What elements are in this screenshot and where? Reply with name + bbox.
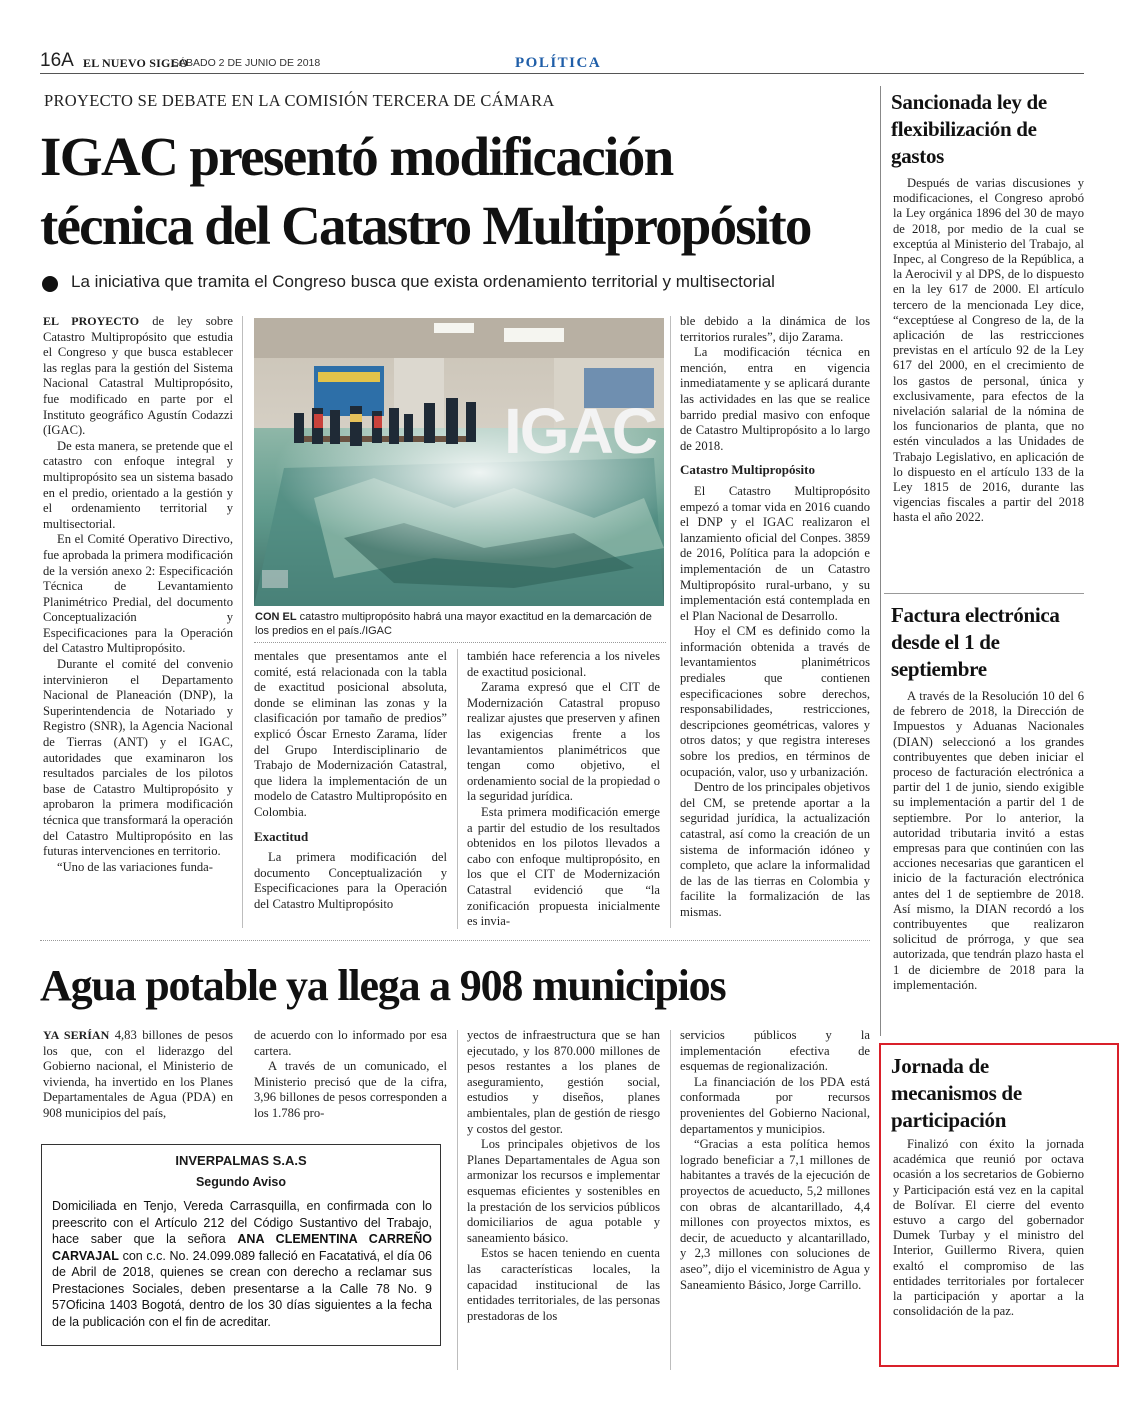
main-col-4 [680, 314, 870, 921]
paragraph: “Gracias a esta política hemos logrado beneficiar a 7,1 millones de habitantes a través de la ejecución de proyectos de acueducto, 5,2 millones con obras de alcantarillado, 4,4 millones con proyectos mixtos, es decir, de acueducto y alcantarillado, y 2,3 millones con soluciones de aseo”, dijo el viceministro de Agua y Saneamiento Básico, Jorge Carrillo. [680, 1137, 870, 1292]
sidebar-title-1: Sancionada ley de flexibilización de gastos [891, 90, 1047, 168]
paragraph: ble debido a la dinámica de los territorios rurales”, dijo Zarama. [680, 314, 870, 344]
paragraph: Después de varias discusiones y modificaciones, el Congreso aprobó la Ley orgánica 1896 del 30 de mayo de 2018, por medio de la cual se exceptúa al Ministerio del Trabajo, al Inpec, al Congreso de la República, a la Aerocivil y al DPS, de lo dispuesto en la ley 617 de 2000. El artículo tercero de la mencionada Ley dice, “exceptúese al Congreso de la, de la aplicación de las restricciones previstas en el artículo 92 de la Ley 617 del 2000, en el crecimiento de los gastos de personal, única y exclusivamente, para efectos de la nivelación salarial de la nómina de los funcionarios de planta, que no estén vinculados a las Unidades de Trabajo Legislativo, en aplicación de lo dispuesto en el artículo 133 de la Ley 1815 de 2016, durante las vigencias fiscales a partir del 2018 hasta el año 2022. [893, 176, 1084, 525]
subtitle: La iniciativa que tramita el Congreso busca que exista ordenamiento territorial y multisectorial [71, 272, 775, 291]
headline-line-2: técnica del Catastro Multipropósito [40, 195, 811, 256]
paragraph: Durante el comité del convenio intervinieron el Departamento Nacional de Planeación (DNP), la Superintendencia de Notariado y Registro (SNR), la Agencia Nacional de Tierras (ANT) y el IGAC, autoridades que examinaron los resultados parciales de los pilotos base de Catastro Multipropósito y aprobaron la primera modificación técnica que transformará la operación del Catastro Multipropósito en las futuras intervenciones en territorio. [43, 657, 233, 859]
notice-text: con c.c. No. 24.099.089 falleció en Facatativá, el día 06 de Abril de 2018, quienes se crean con derecho a reclamar sus Prestaciones Sociales, deben presentarse a la Calle 78 No. 9 57Oficina 1403 Bogotá, dentro de los 30 días siguientes a la fecha de la publicación con el fin de acreditar. [52, 1248, 432, 1329]
paragraph: yectos de infraestructura que se han ejecutado, y los 870.000 millones de pesos restantes a los planes de aseguramiento, gestión social, estudios y diseños, planes ambientales, plan de gestión de riesgo y costos del gestor. [467, 1028, 660, 1136]
paragraph: A través de la Resolución 10 del 6 de febrero de 2018, la Dirección de Impuestos y Aduanas Nacionales (DIAN) seleccionó a los grandes contribuyentes que deben iniciar el proceso de facturación electrónica a partir del 1 de junio, siendo exigible su implementación a partir del 1 de septiembre. Por lo anterior, la autoridad tributaria invitó a estas empresas para que continúen con las acciones necesarias que garanticen el inicio de la facturación electrónica antes del 1 de septiembre de 2018. Así mismo, la DIAN recordó a los contribuyentes que realizaron solicitud de prórroga, y que sea autorizada, que tendrán plazo hasta el 1 de diciembre de 2018 para la implementación. [893, 689, 1084, 992]
sidebar-body-1 [893, 176, 1084, 526]
paragraph: Finalizó con éxito la jornada académica que reunió por octava ocasión a los secretarios de Gobierno y Participación está vez en la capital de Bolívar. El cierre del evento estuvo a cargo del gobernador Dumek Turbay y el ministro del Interior, Guillermo Rivera, quien exaltó el compromiso de las entidades territoriales por fortalecer la participación y aportar a la consolidación de la paz. [893, 1137, 1084, 1319]
water-headline: Agua potable ya llega a 908 municipios [40, 961, 726, 1010]
issue-date: SÁBADO 2 DE JUNIO DE 2018 [172, 57, 321, 69]
notice-subtitle: Segundo Aviso [195, 1175, 287, 1189]
notice-name: ANA CLEMENTINA CARREÑO CARVAJAL [52, 1232, 432, 1263]
paragraph: “Uno de las variaciones funda- [57, 859, 213, 874]
column-rule [670, 316, 671, 928]
paragraph: mentales que presentamos ante el comité, está relacionada con la tabla de exactitud posicional absoluta, donde se eliminan las zonas y la clasificación por tamaño de predios” explicó Óscar Ernesto Zarama, líder del Grupo Interdisciplinario de Trabajo de Modernización Catastral, que lidera la implementación de un modelo de Catastro Multipropósito en Colombia. [254, 649, 447, 819]
column-rule [670, 1030, 671, 1370]
notice-text: Domiciliada en Tenjo, Vereda Carrasquilla, en confirmada con lo preescrito con el Artículo 212 del Código Sustantivo del Trabajo, hace saber que la señora [52, 1199, 432, 1246]
photo-caption [255, 610, 665, 638]
paragraph: de ley sobre Catastro Multipropósito que estudia el Congreso y que busca establecer las reglas para la gestión del Sistema Nacional Catastral Multipropósito, fue modificado en parte por el Instituto geográfico Agustín Codazzi (IGAC). [43, 314, 233, 438]
paragraph: de acuerdo con lo informado por esa cartera. [254, 1028, 447, 1058]
paragraph: también hace referencia a los niveles de exactitud posicional. [467, 649, 660, 679]
caption-text: catastro multipropósito habrá una mayor exactitud en la demarcación de los predios en el país./IGAC [255, 611, 652, 637]
lead-in: YA SERÍAN [43, 1028, 110, 1042]
paragraph: En el Comité Operativo Directivo, fue aprobada la primera modificación de la versión anexo 2: Especificación Técnica de Levantamiento Planimétrico Predial, del documento Conceptualización y Especificaciones para la Operación del Catastro Multipropósito. [43, 532, 233, 656]
column-rule [457, 649, 458, 929]
sidebar-title-3: Jornada de mecanismos de participación [891, 1054, 1022, 1132]
water-col-4 [680, 1028, 870, 1293]
section-label: POLÍTICA [515, 55, 602, 71]
sidebar-body-3 [893, 1137, 1084, 1319]
bullet-dot [42, 276, 58, 292]
main-col-2 [254, 649, 447, 913]
column-rule [242, 316, 243, 928]
notice-company: INVERPALMAS S.A.S [175, 1153, 307, 1168]
paragraph: Esta primera modificación emerge a partir del estudio de los resultados obtenidos en los pilotos llevados a cabo con enfoque multipropósito, en los que el CIT de Modernización Catastral evidenció que “la zonificación propuesta inicialmente es invia- [467, 804, 660, 929]
paragraph: Hoy el CM es definido como la información obtenida a través de levantamientos planimétricos prediales que contienen especificaciones sobre derechos, responsabilidades, restricciones, descripciones geométricas, valores y otros datos; y que registra intereses sobre los predios, en términos de ocupación, valor, uso y urbanización. [680, 624, 870, 779]
sidebar-body-2 [893, 689, 1084, 993]
paragraph: La primera modificación del documento Conceptualización y Especificaciones para la Operación del Catastro Multipropósito [254, 850, 447, 911]
paragraph: Estos se hacen teniendo en cuenta las características locales, la capacidad institucional de las entidades territoriales, de las personas prestadoras de los [467, 1246, 660, 1323]
header-rule [40, 73, 1084, 74]
paragraph: La modificación técnica en mención, entra en vigencia inmediatamente y se aplicará durante las actividades en las que se realice barrido predial masivo con enfoque de Catastro Multipropósito a lo largo de 2018. [680, 345, 870, 453]
paragraph: A través de un comunicado, el Ministerio precisó que de la cifra, 3,96 billones de pesos corresponden a los 1.786 pro- [254, 1059, 447, 1120]
notice-body [52, 1198, 432, 1330]
legal-notice-box [41, 1144, 441, 1346]
paragraph: Zarama expresó que el CIT de Modernización Catastral propuso realizar ajustes que preserven y afinen las exigencias frente a los levantamientos planimétricos que tengan como objetivo, el ordenamiento social de la propiedad o la seguridad jurídica. [467, 680, 660, 804]
igac-photo [254, 318, 664, 606]
paper-name: EL NUEVO SIGLO [83, 56, 189, 70]
lead-in: EL PROYECTO [43, 314, 140, 328]
sidebar-divider [884, 593, 1084, 594]
sidebar-rule [880, 86, 881, 1036]
photo-illustration [254, 318, 664, 606]
paragraph: La financiación de los PDA está conformada por recursos provenientes del Gobierno Nacional, departamentos y municipios. [680, 1074, 870, 1136]
paragraph: 4,83 billones de pesos los que, con el liderazgo del Gobierno nacional, el Ministerio de vivienda, ha invertido en los Planes Departamentales de Agua (PDA) en 908 municipios del país, [43, 1028, 233, 1120]
section-divider [40, 940, 870, 941]
paragraph: El Catastro Multipropósito empezó a tomar vida en 2016 cuando el DNP y el IGAC realizaron el lanzamiento oficial del Conpes. 3859 de 2016, Política para la adopción e implementación de un Catastro Multipropósito rural-urbano, y su implementación está contemplada en el Plan Nacional de Desarrollo. [680, 483, 870, 623]
caption-lead: CON EL [255, 611, 297, 623]
subhead: Catastro Multipropósito [680, 462, 815, 478]
paragraph: Dentro de los principales objetivos del CM, se pretende aportar a la seguridad jurídica, la actualización catastral, así como la creación de un sistema de información idóneo y completo, que aclare la informalidad de las de las tierras en Colombia y facilite la formalización de las mismas. [680, 780, 870, 919]
headline-line-1: IGAC presentó modificación [40, 126, 673, 187]
water-col-3 [467, 1028, 660, 1324]
water-col-1 [43, 1028, 233, 1122]
page-number: 16A [40, 50, 74, 71]
kicker: PROYECTO SE DEBATE EN LA COMISIÓN TERCERA DE CÁMARA [44, 91, 555, 110]
subhead: Exactitud [254, 828, 309, 844]
paragraph: De esta manera, se pretende que el catastro con enfoque integral y multipropósito sea un sistema basado en el predio, orientado a la gestión y el ordenamiento territorial y multisectorial. [43, 438, 233, 531]
main-col-3 [467, 649, 660, 930]
water-col-2 [254, 1028, 447, 1122]
paragraph: servicios públicos y la implementación efectiva de esquemas de regionalización. [680, 1028, 870, 1074]
caption-divider [254, 642, 666, 643]
paragraph: Los principales objetivos de los Planes Departamentales de Agua son armonizar los recursos e implementar esquemas eficientes y sostenibles en la prestación de los servicios públicos domiciliarios de agua potable y saneamiento básico. [467, 1137, 660, 1245]
svg-text:IGAC: IGAC [504, 395, 656, 467]
column-rule [457, 1030, 458, 1370]
main-col-1 [43, 314, 233, 875]
sidebar-title-2: Factura electrónica desde el 1 de septiembre [891, 603, 1060, 681]
